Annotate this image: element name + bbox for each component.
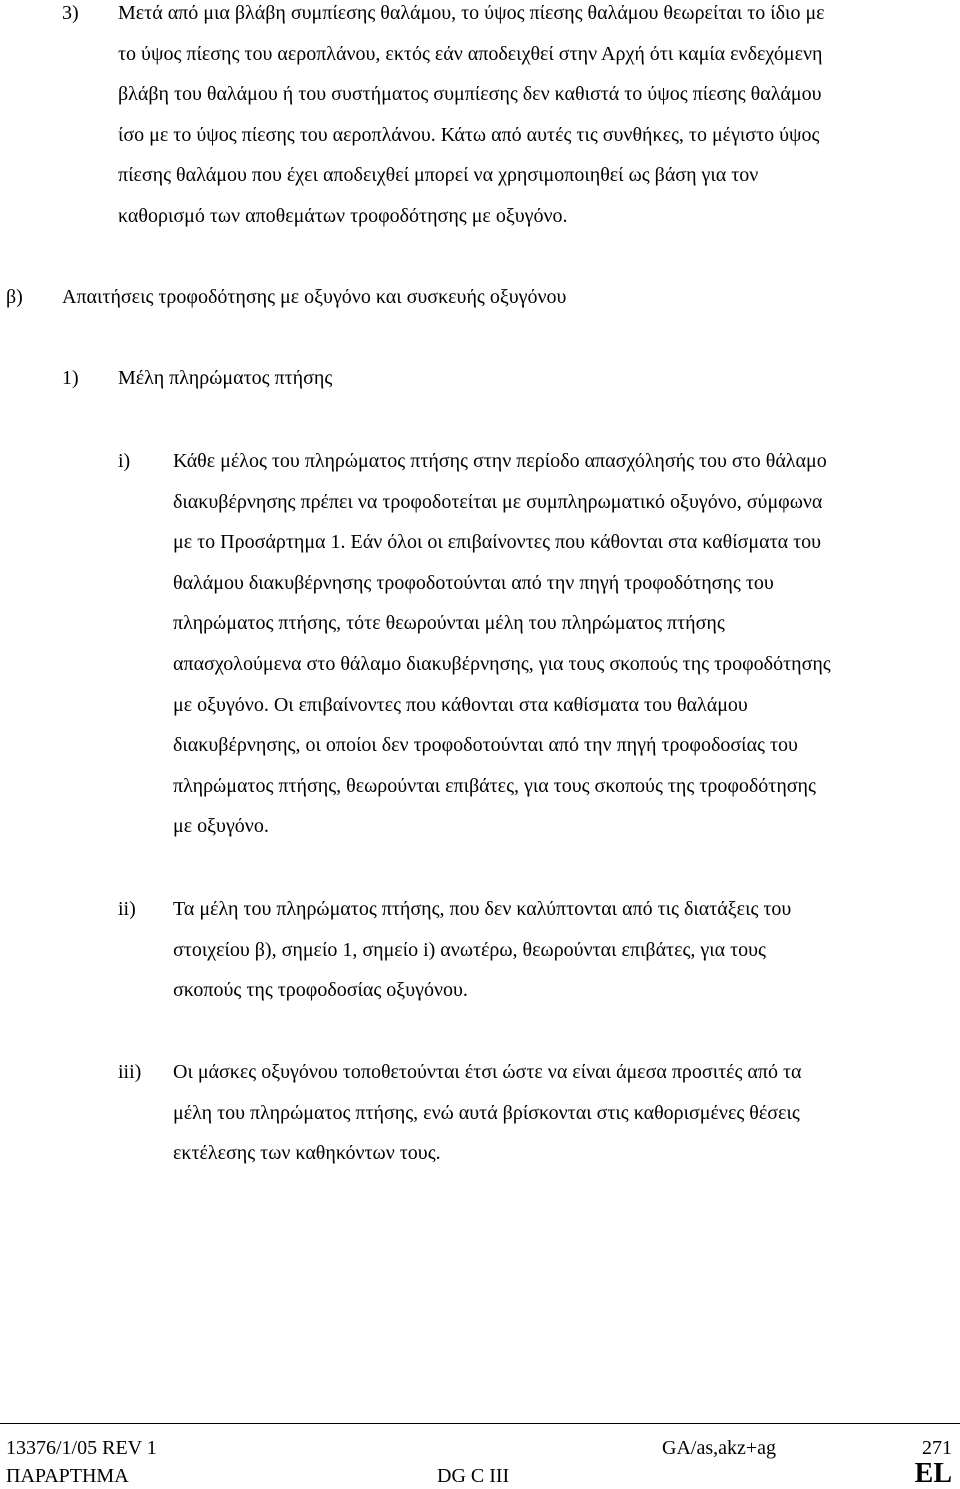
text-line: με οξυγόνο. Οι επιβαίνοντες που κάθονται στα καθίσματα του θαλάμου [173,693,748,716]
text-line: θαλάμου διακυβέρνησης τροφοδοτούνται από την πηγή τροφοδότησης του [173,571,774,594]
text-line: στοιχείου β), σημείο 1, σημείο i) ανωτέρω, θεωρούνται επιβάτες, για τους [173,938,766,961]
subsection-1-number: 1) [62,367,79,389]
item-i-text [173,441,958,847]
text-line: σκοπούς της τροφοδοσίας οξυγόνου. [173,979,468,1002]
text-line: με οξυγόνο. [173,815,269,838]
text-line: πληρώματος πτήσης, τότε θεωρούνται μέλη του πληρώματος πτήσης [173,612,725,635]
footer-doc-ref: 13376/1/05 REV 1 [6,1437,157,1459]
text-line: με το Προσάρτημα 1. Εάν όλοι οι επιβαίνοντες που κάθονται στα καθίσματα του [173,531,822,554]
section-b-number: β) [6,286,23,308]
text-line: εκτέλεσης των καθηκόντων τους. [173,1142,441,1165]
footer-language-code: EL [914,1458,952,1489]
section-b-heading: Απαιτήσεις τροφοδότησης με οξυγόνο και συσκευής οξυγόνου [62,286,567,308]
subsection-1-heading: Μέλη πληρώματος πτήσης [118,367,333,389]
text-line: μέλη του πληρώματος πτήσης, ενώ αυτά βρίσκονται στις καθορισμένες θέσεις [173,1101,800,1124]
paragraph-3-number: 3) [62,2,79,24]
item-i-number: i) [118,450,131,472]
text-line: Κάθε μέλος του πληρώματος πτήσης στην περίοδο απασχόλησής του στο θάλαμο [173,450,827,472]
text-line: διακυβέρνησης πρέπει να τροφοδοτείται με συμπληρωματικό οξυγόνο, σύμφωνα [173,490,823,513]
text-line: καθορισμό των αποθεμάτων τροφοδότησης με οξυγόνο. [118,204,568,227]
text-line: Τα μέλη του πληρώματος πτήσης, που δεν καλύπτονται από τις διατάξεις του [173,898,792,920]
footer-initials: GA/as,akz+ag [662,1437,777,1459]
text-line: πληρώματος πτήσης, θεωρούνται επιβάτες, για τους σκοπούς της τροφοδότησης [173,774,816,797]
footer-annex: ΠΑΡΑΡΤΗΜΑ [6,1465,129,1487]
footer-divider [0,1423,960,1424]
text-line: Μετά από μια βλάβη συμπίεσης θαλάμου, το ύψος πίεσης θαλάμου θεωρείται το ίδιο με [118,2,825,24]
item-ii-text [173,889,958,1011]
text-line: διακυβέρνησης, οι οποίοι δεν τροφοδοτούνται από την πηγή τροφοδοσίας του [173,734,798,757]
footer-dg: DG C III [437,1465,510,1487]
text-line: το ύψος πίεσης του αεροπλάνου, εκτός εάν αποδειχθεί στην Αρχή ότι καμία ενδεχόμενη [118,42,823,65]
text-line: απασχολούμενα στο θάλαμο διακυβέρνησης, για τους σκοπούς της τροφοδότησης [173,652,831,675]
item-ii-number: ii) [118,898,136,920]
paragraph-3-text [118,0,958,237]
text-line: πίεσης θαλάμου που έχει αποδειχθεί μπορεί να χρησιμοποιηθεί ως βάση για τον [118,164,759,187]
item-iii-number: iii) [118,1061,142,1083]
item-iii-text [173,1052,958,1174]
text-line: ίσο με το ύψος πίεσης του αεροπλάνου. Κάτω από αυτές τις συνθήκες, το μέγιστο ύψος [118,123,820,146]
footer-page-number: 271 [922,1437,952,1459]
text-line: Οι μάσκες οξυγόνου τοποθετούνται έτσι ώστε να είναι άμεσα προσιτές από τα [173,1061,802,1083]
text-line: βλάβη του θαλάμου ή του συστήματος συμπίεσης δεν καθιστά το ύψος πίεσης θαλάμου [118,83,822,106]
